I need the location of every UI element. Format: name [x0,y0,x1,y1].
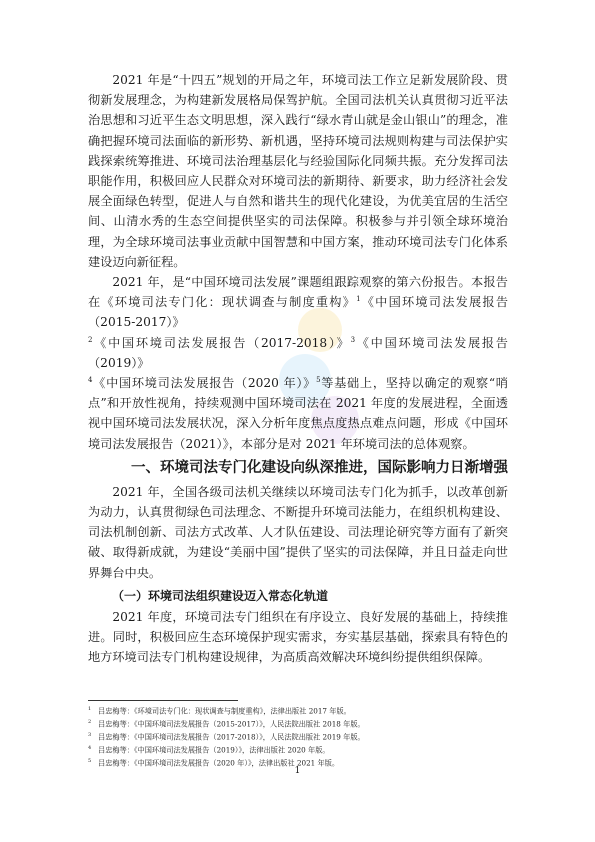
paragraph-section-1: 2021 年，全国各级司法机关继续以环境司法专门化为抓手，以改革创新为动力，认真贯彻绿色司法理念、不断提升环境司法能力，在组织机构建设、司法机制创新、司法方式改革、人才队伍建设、司法理论研究等方面有了新突破、取得新成就，为建设“美丽中国”提供了坚实的司法保障，并且日益走向世界舞台中央。 [88,484,508,580]
paragraph-subsection-1: 2021 年度，环境司法专门组织在有序设立、良好发展的基础上，持续推进。同时，积极回应生态环境保护现实需求，夯实基层基础，探索具有特色的地方环境司法专门机构建设规律，为高质高效解决环境纠纷提供组织保障。 [88,609,508,665]
body-text [88,70,508,667]
page-number: 1 [294,766,301,776]
footnote-4: 4 吕忠梅等：《中国环境司法发展报告（2019）》，法律出版社 2020 年版。 [88,744,330,755]
section-heading-1: 一、环境司法专门化建设向纵深推进，国际影响力日渐增强 [131,459,508,476]
paragraph-report-background [88,272,508,454]
footnote-divider [88,700,238,701]
subsection-heading-1: （一）环境司法组织建设迈入常态化轨道 [112,588,329,603]
footnote-mark-1[interactable]: 1 [356,295,361,304]
paragraph-2-part-d: 《中国环境司法发展报告（2019）》 [88,335,508,370]
footnote-mark-4[interactable]: 4 [88,375,93,384]
paragraph-2-part-e: 《中国环境司法发展报告（2020 年）》 [92,376,317,391]
footnote-mark-5[interactable]: 5 [316,375,321,384]
footnote-mark-2[interactable]: 2 [88,335,93,344]
paragraph-2-part-c: 《中国环境司法发展报告（2017-2018）》 [92,335,351,350]
footnote-1: 1 吕忠梅等：《环境司法专门化：现状调查与制度重构》，法律出版社 2017 年版。 [88,706,351,716]
footnote-5: 5 吕忠梅等：《中国环境司法发展报告（2020 年）》，法律出版社 2021 年版。 [88,757,340,767]
footnote-mark-3[interactable]: 3 [350,335,356,344]
paragraph-2-part-a: 2021 年，是“中国环境司法发展”课题组跟踪观察的第六份报告。本报告在《环境司法专门化：现状调查与制度重构》 [88,275,508,310]
paragraph-2-part-f: 等基础上，坚持以确定的观察“哨点”和开放性视角，持续观测中国环境司法在 2021 年度的发展进程，全面透视中国环境司法发展状况，深入分析年度焦点度热点难点问题，形成《中国环境司法发展报告（2021）》，本部分是对 2021 年环境司法的总体观察。 [88,376,508,451]
paragraph-2-part-b: 《中国环境司法发展报告（2015-2017）》 [88,295,509,330]
footnote-3: 3 吕忠梅等：《中国环境司法发展报告（2017-2018）》，人民法院出版社 2019 年版。 [88,731,365,742]
footnotes [88,704,508,768]
paragraph-intro: 2021 年是“十四五”规划的开局之年，环境司法工作立足新发展阶段、贯彻新发展理念，为构建新发展格局保驾护航。全国司法机关认真贯彻习近平法治思想和习近平生态文明思想，深入践行“绿水青山就是金山银山”的理念，准确把握环境司法面临的新形势、新机遇，坚持环境司法规则构建与司法保护实践探索统筹推进、环境司法治理基层化与经验国际化同频共振。充分发挥司法职能作用，积极回应人民群众对环境司法的新期待、新要求，助力经济社会发展全面绿色转型，促进人与自然和谐共生的现代化建设，为优美宜居的生活空间、山清水秀的生态空间提供坚实的司法保障。积极参与并引领全球环境治理，为全球环境司法事业贡献中国智慧和中国方案，推动环境司法专门化体系建设迈向新征程。 [88,73,508,269]
footnote-2: 2 吕忠梅等：《中国环境司法发展报告（2015-2017）》，人民法院出版社 2018 年版。 [88,718,365,729]
